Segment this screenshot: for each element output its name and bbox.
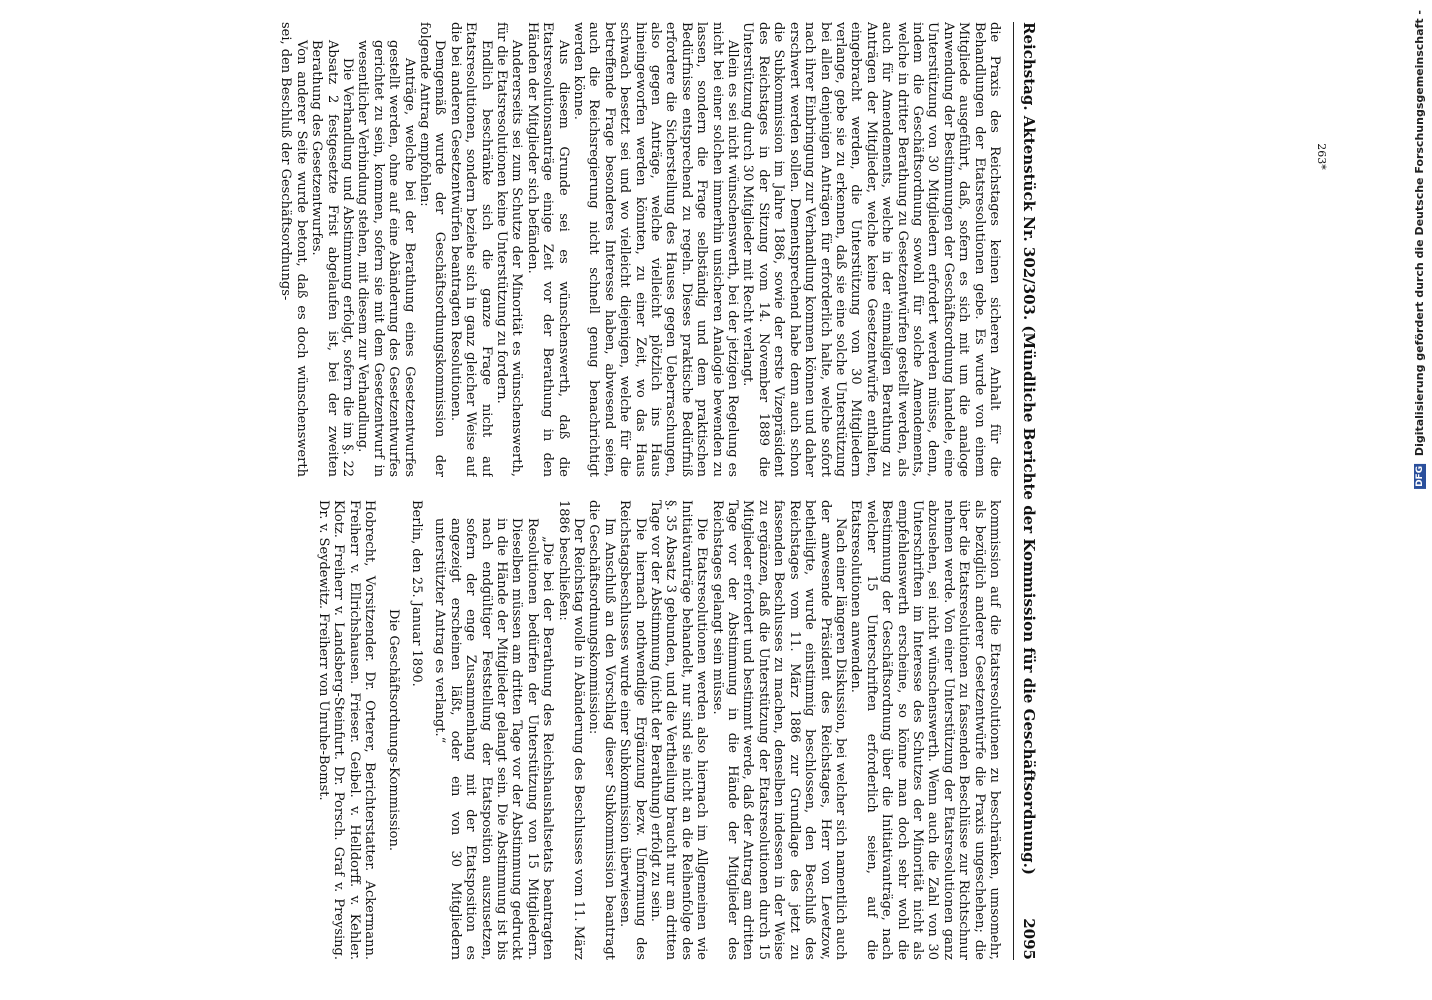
header-title: Reichstag. Aktenstück Nr. 302/303. (Mündliche Berichte der Kommission für die Geschäftsordnung.) <box>1020 22 1038 875</box>
dfg-sidebar-credit <box>1413 10 1426 489</box>
paragraph: Allein es sei nicht wünschenswerth, bei der jetzigen Regelung es nicht bei einer solchen immerhin unsicheren Analogie bewenden zu lassen, sondern die Frage selbständig und dem praktischen Bedürfnisse entsprechend zu regeln. Dieses praktische Bedürfniß erfordere die Sicherstellung des Hauses gegen Ueberraschungen, also gegen Anträge, welche vielleicht plötzlich ins Haus hineingeworfen werden könnten, zu einer Zeit, wo das Haus schwach besetzt sei und wo vielleicht diejenigen, welche für die betreffende Frage besonderes Interesse haben, abwesend seien, auch die Reichsregierung nicht schnell genug benachrichtigt werden könne. <box>571 22 741 477</box>
dfg-credit-text: Digitalisierung gefördert durch die Deutsche Forschungsgemeinschaft - <box>1413 10 1426 457</box>
page-number: 2095 <box>1020 918 1038 960</box>
paragraph: Endlich beschränke sich die ganze Frage nicht auf Etatsresolutionen, sondern beziehe sich in ganz gleicher Weise auf die bei anderen Gesetzentwürfen beantragten Resolutionen. <box>447 22 494 477</box>
proposal-quote: Die Verhandlung und Abstimmung erfolgt, sofern die im §. 22 Absatz 2 festgesetzte Frist abgelaufen ist, bei der zweiten Berathung des Gesetzentwurfes. <box>309 40 355 477</box>
paragraph: Demgemäß wurde der Geschäftsordnungskommission der folgende Antrag empfohlen: <box>416 22 448 477</box>
right-column <box>12 500 1002 960</box>
left-column <box>12 22 1002 477</box>
page-reference-mark: 263* <box>1314 143 1328 170</box>
paragraph: Nach einer längeren Diskussion, bei welcher sich namentlich auch der anwesende Präsident des Reichstages, Herr von Levetzow, betheiligte, wurde einstimmig beschlossen, den Beschluß des Reichstages vom 11. März 1886 zur Grundlage des jetzt zu fassenden Beschlusses zu machen, denselben indessen in der Weise zu ergänzen, daß die Unterstützung der Etatsresolutionen durch 15 Mitglieder erfordert und bestimmt werde, daß der Antrag am dritten Tage vor der Abstimmung in die Hände der Mitglieder des Reichstages gelangt sein müsse. <box>709 500 848 960</box>
paragraph: Aus diesem Grunde sei es wünschenswerth, daß die Etatsresolutionsanträge einige Zeit vor der Berathung in den Händen der Mitglieder sich befänden. <box>524 22 571 477</box>
paragraph: kommission auf die Etatsresolutionen zu beschränken, umsomehr, als bezüglich anderer Gesetzentwürfe die Praxis ungeschehen; die über die Etatsresolutionen zu fassenden Beschlüsse zur Richtschnur nehmen werde. Von einer Unterstützung der Etatsresolutionen ganz abzusehen, sei nicht wünschenswerth. Wenn auch die Zahl von 30 Unterschriften im Interesse des Schutzes der Minorität nicht als empfehlenswerth erscheine, so könne man doch sehr wohl die Bestimmung der Geschäftsordnung über die Initiativanträge, nach welcher 15 Unterschriften erforderlich seien, auf die Etatsresolutionen anwenden. <box>848 500 1002 960</box>
paragraph: Der Reichstag wolle in Abänderung des Beschlusses vom 11. März 1886 beschließen: <box>555 500 587 960</box>
dfg-logo: DFG <box>1415 465 1425 487</box>
proposal-quote: Anträge, welche bei der Berathung eines Gesetzentwurfes gestellt werden, ohne auf eine Abänderung des Gesetzentwurfes gerichtet zu sein, kommen, sofern sie mit dem Gesetzentwurf in wesentlicher Verbindung stehen, mit diesem zur Verhandlung. <box>355 40 417 477</box>
paragraph: Im Anschluß an den Vorschlag dieser Subkommission beantragt die Geschäftsordnungskommission: <box>586 500 617 960</box>
resolution-quote: „Die bei der Berathung des Reichshaushaltsetats beantragten Resolutionen bedürfen der Unterstützung von 15 Mitgliedern. Dieselben müssen am dritten Tage vor der Abstimmung gedruckt in die Hände der Mitglieder gelangt sein. Die Abstimmung ist bis nach endgültiger Feststellung der Etatsposition auszusetzen, sofern der enge Zusammenhang mit der Etatsposition es angezeigt erscheinen läßt, oder ein von 30 Mitgliedern unterstützter Antrag es verlangt.“ <box>432 518 556 960</box>
paragraph: Von anderer Seite wurde betont, daß es doch wünschenswerth sei, den Beschluß der Geschäftsordnungs- <box>278 22 309 477</box>
page-header <box>1013 22 1038 960</box>
paragraph: Die Etatsresolutionen werden also hiernach im Allgemeinen wie Initiativanträge behandelt, nur sind sie nicht an die Reihenfolge des §. 35 Absatz 3 gebunden, und die Vertheilung braucht nur am dritten Tage vor der Abstimmung (nicht der Berathung) erfolgt zu sein. <box>648 500 710 960</box>
paragraph: die Praxis des Reichstages keinen sicheren Anhalt für die Behandlungen der Etatsresolutionen gebe. Es wurde von einem Mitgliede ausgeführt, daß, sofern es sich mit um die analoge Anwendung der Bestimmungen der Geschäftsordnung handele, eine Unterstützung von 30 Mitgliedern erfordert werden müsse, denn, indem die Geschäftsordnung sowohl für solche Amendements, welche in dritter Berathung zu Gesetzentwürfen gestellt werden, als auch für Amendements, welche in der einmaligen Berathung zu Anträgen der Mitglieder, welche keine Gesetzentwürfe enthalten, eingebracht werden, die Unterstützung von 30 Mitgliedern verlange, gebe sie zu erkennen, daß sie eine solche Unterstützung bei allen denjenigen Anträgen für erforderlich halte, welche sofort nach ihrer Einbringung zur Verhandlung kommen können und daher erschwert werden sollen. Dementsprechend habe denn auch schon die Subkommission im Jahre 1886, sowie der erste Vizepräsident des Reichstages in der Sitzung vom 14. November 1889 die Unterstützung durch 30 Mitglieder mit Recht verlangt. <box>740 22 1002 477</box>
signatories: Hobrecht, Vorsitzender. Dr. Orterer, Berichterstatter. Ackermann. Freiherr v. Ellrichshausen. Frieser. Geibel. v. Helldorff. v. Kehler. Klotz. Freiherr v. Landsberg-Steinfurt. Dr. Porsch. Graf v. Preysing. Dr. v. Seydewitz. Freiherr von Unruhe-Bomst. <box>315 500 378 960</box>
paragraph: Die hiernach nothwendige Ergänzung bezw. Umformung des Reichstagsbeschlusses wurde einer Subkommission überwiesen. <box>617 500 648 960</box>
date-line: Berlin, den 25. Januar 1890. <box>408 500 424 687</box>
paragraph: Andererseits sei zum Schutze der Minorität es wünschenswerth, für die Etatsresolutionen keine Unterstützung zu fordern. <box>494 22 525 477</box>
commission-name: Die Geschäftsordnungs-Kommission. <box>385 609 401 851</box>
